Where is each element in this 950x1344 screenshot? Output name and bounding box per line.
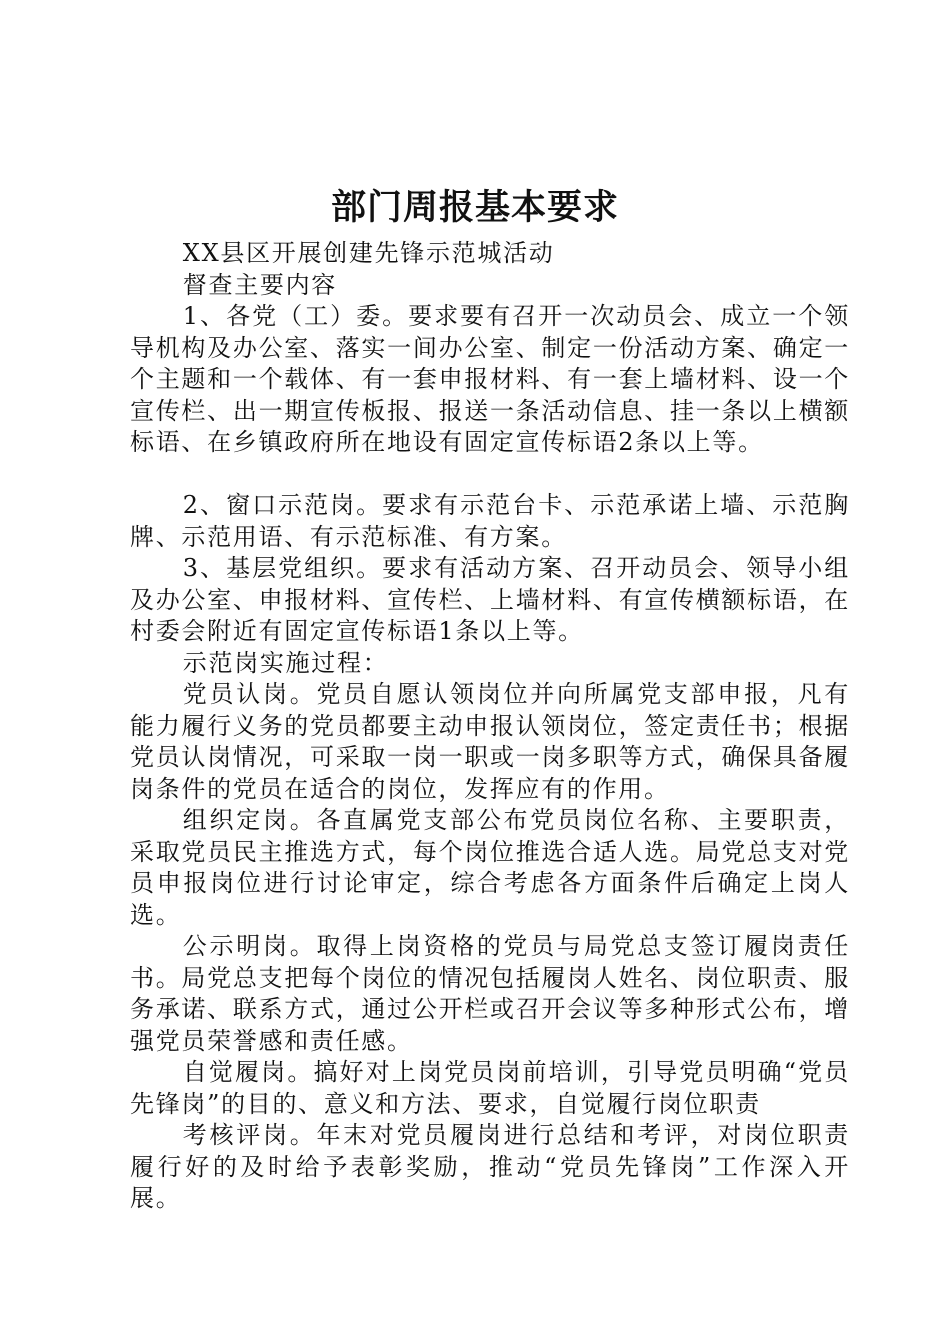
paragraph-item-3: 3、基层党组织。要求有活动方案、召开动员会、领导小组及办公室、申报材料、宣传栏、上墙材料、有宣传横额标语，在村委会附近有固定宣传标语1条以上等。 xyxy=(130,554,850,645)
document-body xyxy=(130,238,850,1215)
paragraph-step-claim: 党员认岗。党员自愿认领岗位并向所属党支部申报，凡有能力履行义务的党员都要主动申报认领岗位，签定责任书；根据党员认岗情况，可采取一岗一职或一岗多职等方式，确保具备履岗条件的党员在适合的岗位，发挥应有的作用。 xyxy=(130,680,850,803)
paragraph-subtitle: XX县区开展创建先锋示范城活动 xyxy=(182,239,555,267)
paragraph-step-assign: 组织定岗。各直属党支部公布党员岗位名称、主要职责，采取党员民主推选方式，每个岗位推选合适人选。局党总支对党员申报岗位进行讨论审定，综合考虑各方面条件后确定上岗人选。 xyxy=(130,806,850,929)
paragraph-spacer xyxy=(130,459,850,491)
paragraph-heading-process: 示范岗实施过程： xyxy=(182,648,389,677)
paragraph-item-1: 1、各党（工）委。要求要有召开一次动员会、成立一个领导机构及办公室、落实一间办公室、制定一份活动方案、确定一个主题和一个载体、有一套申报材料、有一套上墙材料、设一个宣传栏、出一期宣传板报、报送一条活动信息、挂一条以上横额标语、在乡镇政府所在地设有固定宣传标语2条以上等。 xyxy=(130,302,850,456)
paragraph-heading-inspection: 督查主要内容 xyxy=(182,270,337,299)
document-title: 部门周报基本要求 xyxy=(330,187,619,228)
paragraph-step-publicize: 公示明岗。取得上岗资格的党员与局党总支签订履岗责任书。局党总支把每个岗位的情况包括履岗人姓名、岗位职责、服务承诺、联系方式，通过公开栏或召开会议等多种形式公布，增强党员荣誉感和责任感。 xyxy=(130,932,850,1055)
paragraph-step-evaluate: 考核评岗。年末对党员履岗进行总结和考评，对岗位职责履行好的及时给予表彰奖励，推动“党员先锋岗”工作深入开展。 xyxy=(130,1121,850,1212)
paragraph-step-perform: 自觉履岗。搞好对上岗党员岗前培训，引导党员明确“党员先锋岗”的目的、意义和方法、要求，自觉履行岗位职责 xyxy=(130,1058,850,1118)
paragraph-item-2: 2、窗口示范岗。要求有示范台卡、示范承诺上墙、示范胸牌、示范用语、有示范标准、有方案。 xyxy=(130,491,850,551)
